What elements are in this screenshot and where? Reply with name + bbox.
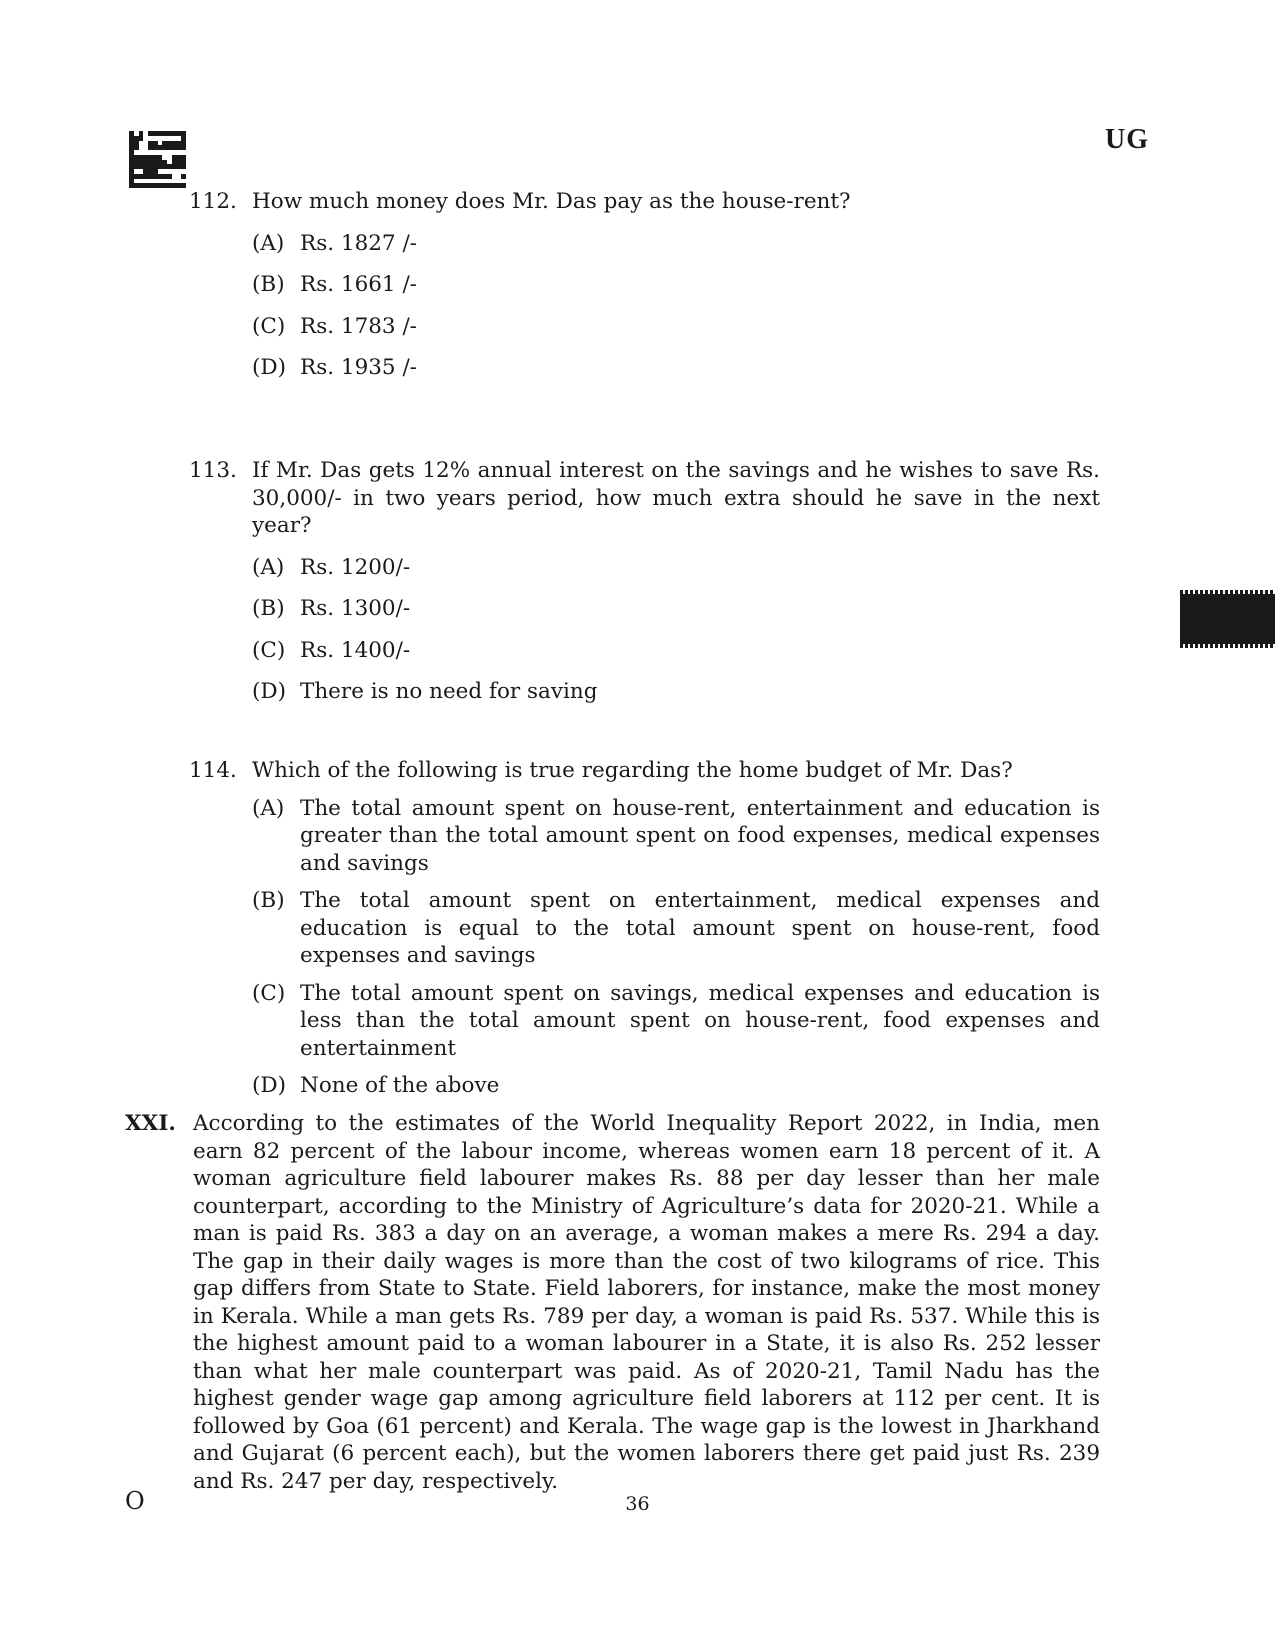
question-stem: If Mr. Das gets 12% annual interest on the savings and he wishes to save Rs. 30,000/- in two years period, how much extra should he save in the next year? [252, 458, 1100, 538]
option-b [252, 595, 1100, 623]
option-text: Rs. 1827 /- [300, 230, 417, 256]
option-c [252, 313, 1100, 341]
option-label: (A) [252, 795, 285, 821]
option-a [252, 230, 1100, 258]
option-text: There is no need for saving [300, 679, 598, 704]
option-text: Rs. 1200/- [300, 554, 411, 580]
option-text: The total amount spent on house-rent, entertainment and education is greater than the total amount spent on food expenses, medical expenses and savings [300, 795, 1100, 876]
option-text: The total amount spent on savings, medical expenses and education is less than the total amount spent on house-rent, food expenses and entertainment [300, 980, 1100, 1061]
option-d [252, 1072, 1100, 1100]
option-text: Rs. 1783 /- [300, 313, 417, 339]
option-label: (A) [252, 230, 285, 256]
option-text: Rs. 1935 /- [300, 355, 417, 380]
option-label: (D) [252, 679, 287, 704]
passage-text: According to the estimates of the World Inequality Report 2022, in India, men earn 82 percent of the labour income, whereas women earn 18 percent of it. A woman agriculture field labourer makes Rs. 88 per day lesser than her male counterpart, according to the Ministry of Agriculture’s data for 2020-21. While a man is paid Rs. 383 a day on an average, a woman makes a mere Rs. 294 a day. The gap in their daily wages is more than the cost of two kilograms of rice. This gap differs from State to State. Field laborers, for instance, make the most money in Kerala. While a man gets Rs. 789 per day, a woman is paid Rs. 537. While this is the highest amount paid to a woman labourer in a State, it is also Rs. 252 lesser than what her male counterpart was paid. As of 2020-21, Tamil Nadu has the highest gender wage gap among agriculture field laborers at 112 per cent. It is followed by Goa (61 percent) and Kerala. The wage gap is the lowest in Jharkhand and Gujarat (6 percent each), but the women laborers there get paid just Rs. 239 and Rs. 247 per day, respectively. [193, 1111, 1100, 1494]
passage-number: XXI. [125, 1111, 176, 1136]
series-code: O [125, 1487, 145, 1515]
option-label: (D) [252, 1073, 287, 1098]
option-label: (B) [252, 888, 285, 913]
option-b [252, 271, 1100, 299]
option-label: (A) [252, 554, 285, 580]
option-label: (B) [252, 272, 285, 297]
question-number: 112. [189, 189, 237, 214]
option-label: (D) [252, 355, 287, 380]
option-c [252, 637, 1100, 665]
option-a [252, 554, 1100, 582]
option-text: Rs. 1400/- [300, 637, 411, 663]
option-label: (C) [252, 313, 286, 339]
option-d [252, 678, 1100, 706]
option-text: Rs. 1661 /- [300, 272, 417, 297]
option-label: (C) [252, 980, 286, 1006]
question-number: 114. [189, 758, 237, 783]
page-number: 36 [625, 1493, 650, 1515]
option-text: None of the above [300, 1073, 500, 1098]
option-d [252, 354, 1100, 382]
option-text: The total amount spent on entertainment, medical expenses and education is equal to the total amount spent on house-rent, food expenses and savings [300, 888, 1100, 968]
edge-marker [1180, 594, 1275, 644]
option-a [252, 795, 1100, 878]
option-text: Rs. 1300/- [300, 596, 411, 621]
question-114 [189, 757, 1100, 1100]
comprehension-passage [125, 1110, 1100, 1495]
option-b [252, 887, 1100, 970]
option-label: (C) [252, 637, 286, 663]
option-label: (B) [252, 596, 285, 621]
datamatrix-code [129, 131, 186, 188]
question-stem: Which of the following is true regarding the home budget of Mr. Das? [252, 758, 1013, 783]
option-c [252, 980, 1100, 1063]
question-number: 113. [189, 458, 237, 483]
question-112 [189, 188, 1100, 382]
paper-code: UG [1105, 124, 1149, 155]
question-113 [189, 457, 1100, 706]
question-stem: How much money does Mr. Das pay as the house-rent? [252, 189, 851, 214]
